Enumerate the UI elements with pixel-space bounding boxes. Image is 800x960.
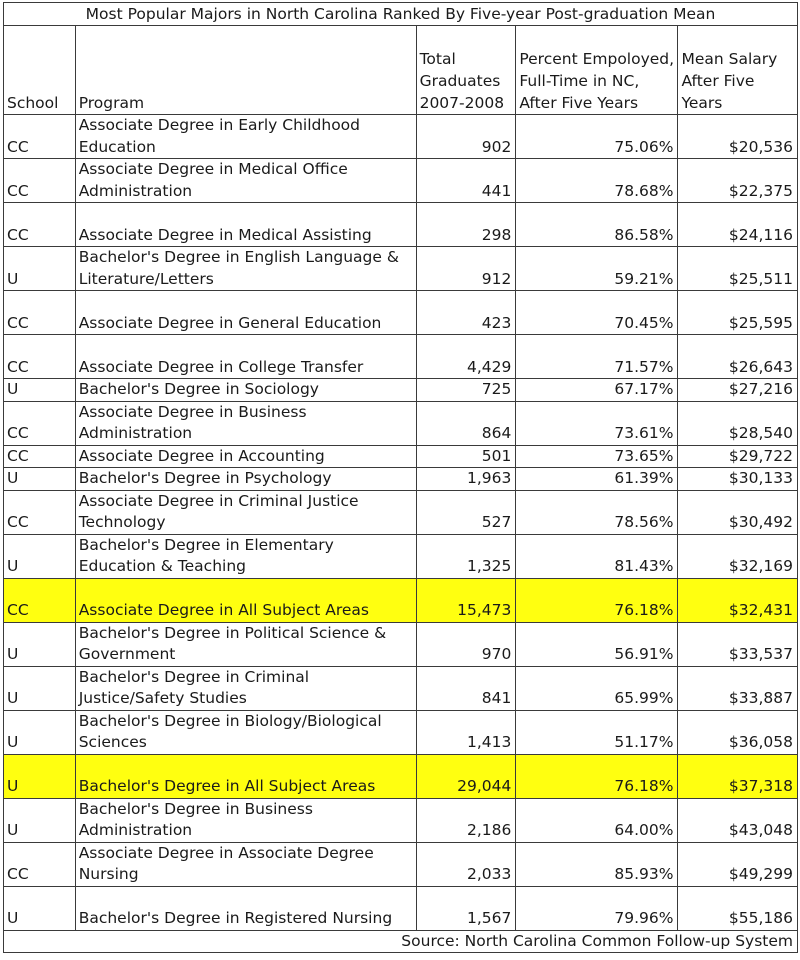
cell-program: Bachelor's Degree in Political Science & Government [75, 622, 416, 666]
cell-percent-employed: 78.68% [516, 159, 678, 203]
cell-mean-salary: $22,375 [678, 159, 798, 203]
cell-graduates: 423 [416, 291, 516, 335]
cell-school: CC [4, 490, 76, 534]
header-mean-salary: Mean Salary After Five Years [678, 26, 798, 115]
majors-table [3, 2, 798, 953]
cell-program: Bachelor's Degree in Criminal Justice/Safety Studies [75, 666, 416, 710]
cell-mean-salary: $27,216 [678, 379, 798, 402]
cell-graduates: 2,186 [416, 798, 516, 842]
cell-percent-employed: 73.61% [516, 401, 678, 445]
cell-percent-employed: 70.45% [516, 291, 678, 335]
cell-mean-salary: $36,058 [678, 710, 798, 754]
cell-percent-employed: 65.99% [516, 666, 678, 710]
cell-graduates: 29,044 [416, 754, 516, 798]
cell-program: Bachelor's Degree in All Subject Areas [75, 754, 416, 798]
cell-program: Associate Degree in Early Childhood Education [75, 115, 416, 159]
cell-mean-salary: $30,492 [678, 490, 798, 534]
cell-graduates: 1,567 [416, 886, 516, 930]
source-note: Source: North Carolina Common Follow-up System [4, 930, 798, 953]
cell-school: U [4, 710, 76, 754]
cell-program: Associate Degree in Associate Degree Nursing [75, 842, 416, 886]
cell-school: U [4, 622, 76, 666]
cell-percent-employed: 81.43% [516, 534, 678, 578]
cell-program: Associate Degree in All Subject Areas [75, 578, 416, 622]
cell-mean-salary: $32,431 [678, 578, 798, 622]
cell-program: Associate Degree in General Education [75, 291, 416, 335]
cell-program: Associate Degree in Criminal Justice Technology [75, 490, 416, 534]
cell-percent-employed: 71.57% [516, 335, 678, 379]
table-row [4, 886, 798, 930]
cell-program: Bachelor's Degree in Psychology [75, 468, 416, 491]
cell-school: CC [4, 203, 76, 247]
cell-mean-salary: $29,722 [678, 445, 798, 468]
cell-program: Bachelor's Degree in Elementary Education & Teaching [75, 534, 416, 578]
cell-graduates: 298 [416, 203, 516, 247]
table-row [4, 401, 798, 445]
cell-school: U [4, 666, 76, 710]
cell-mean-salary: $49,299 [678, 842, 798, 886]
table-body [4, 115, 798, 931]
cell-mean-salary: $37,318 [678, 754, 798, 798]
table-row [4, 842, 798, 886]
cell-graduates: 1,325 [416, 534, 516, 578]
cell-mean-salary: $43,048 [678, 798, 798, 842]
cell-percent-employed: 51.17% [516, 710, 678, 754]
header-graduates: Total Graduates 2007-2008 [416, 26, 516, 115]
table-row [4, 622, 798, 666]
table-row-highlighted [4, 754, 798, 798]
cell-school: U [4, 379, 76, 402]
cell-school: CC [4, 159, 76, 203]
cell-percent-employed: 67.17% [516, 379, 678, 402]
cell-percent-employed: 73.65% [516, 445, 678, 468]
cell-percent-employed: 86.58% [516, 203, 678, 247]
cell-mean-salary: $33,887 [678, 666, 798, 710]
cell-graduates: 912 [416, 247, 516, 291]
cell-graduates: 15,473 [416, 578, 516, 622]
cell-school: CC [4, 401, 76, 445]
table-row [4, 291, 798, 335]
table-row [4, 798, 798, 842]
cell-graduates: 501 [416, 445, 516, 468]
cell-school: CC [4, 842, 76, 886]
cell-program: Bachelor's Degree in Registered Nursing [75, 886, 416, 930]
cell-graduates: 527 [416, 490, 516, 534]
cell-program: Associate Degree in Business Administration [75, 401, 416, 445]
table-row [4, 379, 798, 402]
cell-school: U [4, 754, 76, 798]
cell-school: CC [4, 445, 76, 468]
cell-percent-employed: 76.18% [516, 754, 678, 798]
cell-graduates: 841 [416, 666, 516, 710]
cell-program: Associate Degree in Medical Office Administration [75, 159, 416, 203]
table-row [4, 445, 798, 468]
table-row [4, 534, 798, 578]
cell-percent-employed: 59.21% [516, 247, 678, 291]
header-school: School [4, 26, 76, 115]
cell-school: U [4, 798, 76, 842]
cell-percent-employed: 61.39% [516, 468, 678, 491]
cell-mean-salary: $24,116 [678, 203, 798, 247]
cell-percent-employed: 85.93% [516, 842, 678, 886]
cell-percent-employed: 56.91% [516, 622, 678, 666]
table-title: Most Popular Majors in North Carolina Ranked By Five-year Post-graduation Mean [4, 3, 798, 26]
cell-percent-employed: 79.96% [516, 886, 678, 930]
cell-graduates: 970 [416, 622, 516, 666]
cell-percent-employed: 75.06% [516, 115, 678, 159]
cell-program: Bachelor's Degree in Sociology [75, 379, 416, 402]
cell-percent-employed: 78.56% [516, 490, 678, 534]
cell-mean-salary: $55,186 [678, 886, 798, 930]
table-row [4, 666, 798, 710]
cell-percent-employed: 64.00% [516, 798, 678, 842]
table-row [4, 710, 798, 754]
header-percent-employed: Percent Empoloyed, Full-Time in NC, After Five Years [516, 26, 678, 115]
cell-program: Bachelor's Degree in Business Administration [75, 798, 416, 842]
cell-school: CC [4, 578, 76, 622]
cell-mean-salary: $25,511 [678, 247, 798, 291]
cell-program: Bachelor's Degree in Biology/Biological Sciences [75, 710, 416, 754]
cell-mean-salary: $30,133 [678, 468, 798, 491]
cell-graduates: 725 [416, 379, 516, 402]
cell-school: CC [4, 335, 76, 379]
cell-mean-salary: $28,540 [678, 401, 798, 445]
table-row-highlighted [4, 578, 798, 622]
cell-mean-salary: $32,169 [678, 534, 798, 578]
cell-graduates: 441 [416, 159, 516, 203]
cell-school: U [4, 886, 76, 930]
cell-program: Associate Degree in Accounting [75, 445, 416, 468]
cell-mean-salary: $20,536 [678, 115, 798, 159]
cell-graduates: 4,429 [416, 335, 516, 379]
table-row [4, 468, 798, 491]
cell-mean-salary: $25,595 [678, 291, 798, 335]
cell-school: U [4, 247, 76, 291]
cell-graduates: 2,033 [416, 842, 516, 886]
cell-school: U [4, 468, 76, 491]
cell-mean-salary: $33,537 [678, 622, 798, 666]
table-row [4, 115, 798, 159]
cell-graduates: 902 [416, 115, 516, 159]
table-row [4, 203, 798, 247]
cell-school: CC [4, 291, 76, 335]
cell-percent-employed: 76.18% [516, 578, 678, 622]
cell-program: Bachelor's Degree in English Language & Literature/Letters [75, 247, 416, 291]
cell-program: Associate Degree in Medical Assisting [75, 203, 416, 247]
header-row [4, 26, 798, 115]
cell-graduates: 1,413 [416, 710, 516, 754]
cell-graduates: 1,963 [416, 468, 516, 491]
table-row [4, 247, 798, 291]
cell-mean-salary: $26,643 [678, 335, 798, 379]
cell-program: Associate Degree in College Transfer [75, 335, 416, 379]
header-program: Program [75, 26, 416, 115]
cell-school: U [4, 534, 76, 578]
table-row [4, 335, 798, 379]
cell-graduates: 864 [416, 401, 516, 445]
cell-school: CC [4, 115, 76, 159]
table-row [4, 490, 798, 534]
table-row [4, 159, 798, 203]
